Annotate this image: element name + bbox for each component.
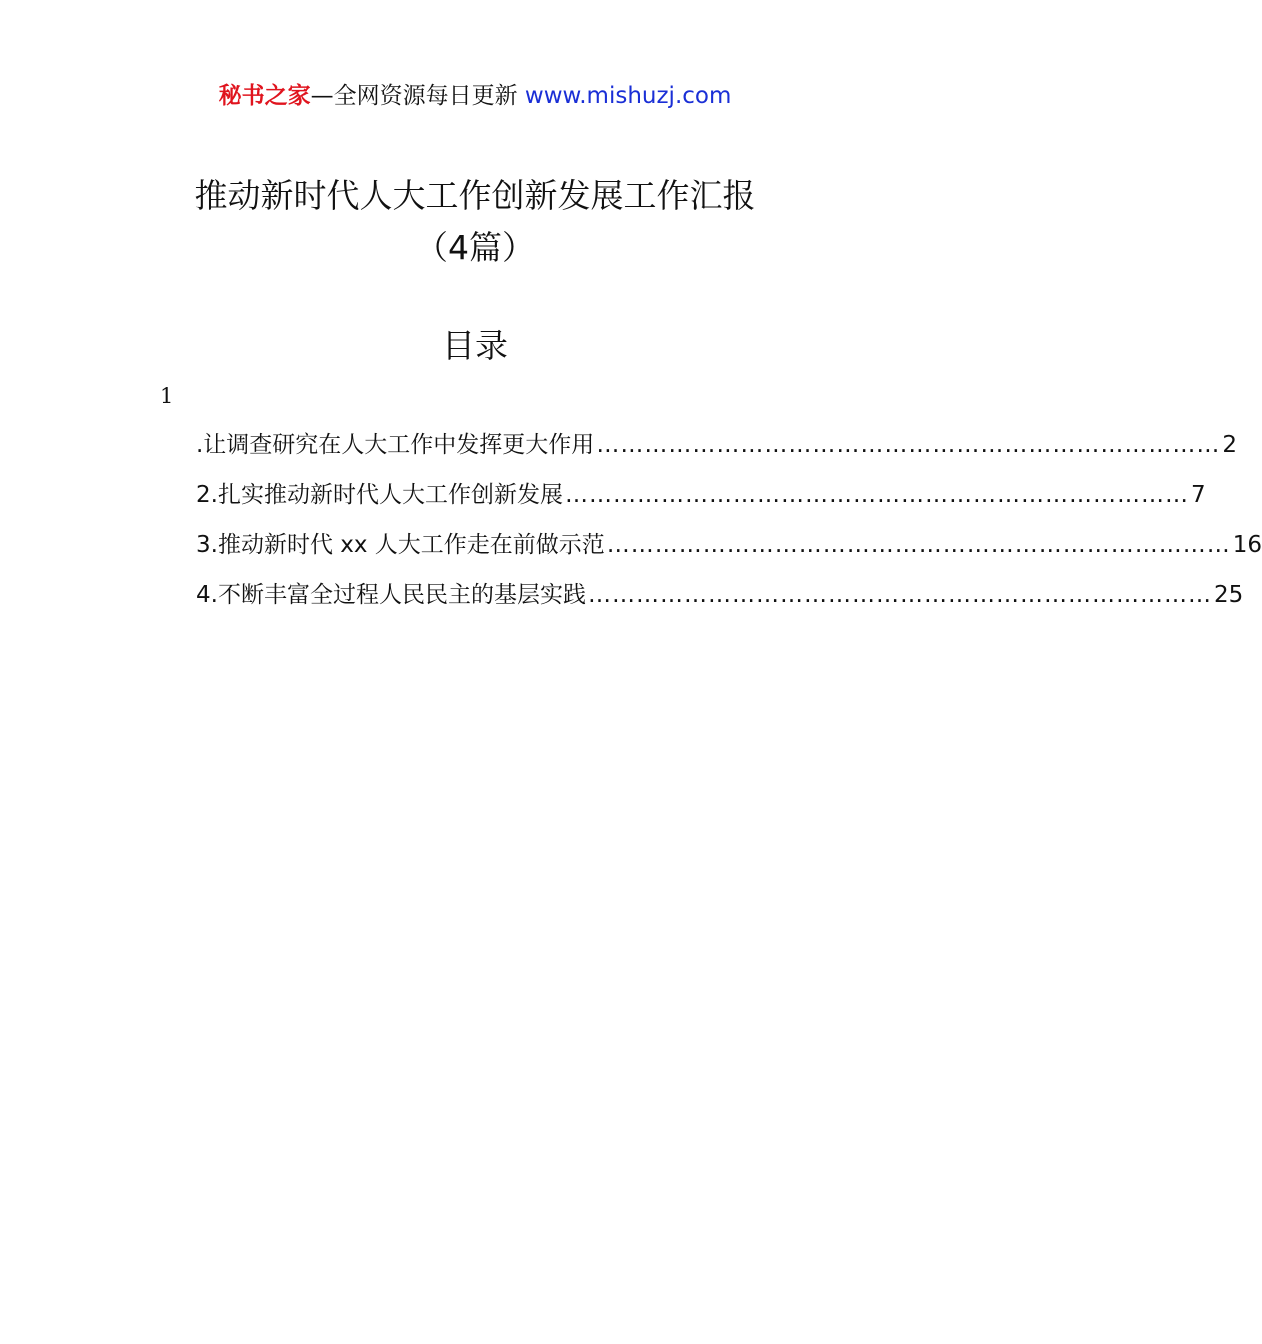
table-of-contents <box>196 423 1262 623</box>
list-marker: 1 <box>160 384 174 408</box>
toc-item[interactable] <box>196 473 1206 523</box>
toc-item-page: 7 <box>1190 482 1206 508</box>
toc-item-page: 16 <box>1232 532 1262 558</box>
brand-name: 秘书之家 <box>218 83 311 109</box>
toc-leader-dots: …………………………………………………………………… <box>564 482 1189 508</box>
toc-leader-dots: …………………………………………………………………… <box>596 432 1221 458</box>
toc-item-page: 25 <box>1213 582 1244 608</box>
document-title <box>0 170 950 274</box>
toc-item-text: 4.不断丰富全过程人民民主的基层实践 <box>196 582 586 608</box>
site-url-link[interactable]: www.mishuzj.com <box>524 83 732 109</box>
toc-item-text: .让调查研究在人大工作中发挥更大作用 <box>196 432 595 458</box>
site-header <box>0 78 950 114</box>
toc-item-text: 3.推动新时代 xx 人大工作走在前做示范 <box>196 532 605 558</box>
toc-item-text: 2.扎实推动新时代人大工作创新发展 <box>196 482 563 508</box>
toc-leader-dots: …………………………………………………………………… <box>606 532 1231 558</box>
toc-item-page: 2 <box>1222 432 1237 458</box>
toc-leader-dots: …………………………………………………………………… <box>587 582 1212 608</box>
toc-item[interactable] <box>196 573 1244 623</box>
document-title-line-2: （4篇） <box>415 228 535 267</box>
toc-heading: 目录 <box>442 326 508 365</box>
document-title-line-1: 推动新时代人大工作创新发展工作汇报 <box>194 176 756 215</box>
site-tagline: —全网资源每日更新 <box>310 83 525 109</box>
toc-item[interactable] <box>196 423 1237 473</box>
toc-item[interactable] <box>196 523 1262 573</box>
